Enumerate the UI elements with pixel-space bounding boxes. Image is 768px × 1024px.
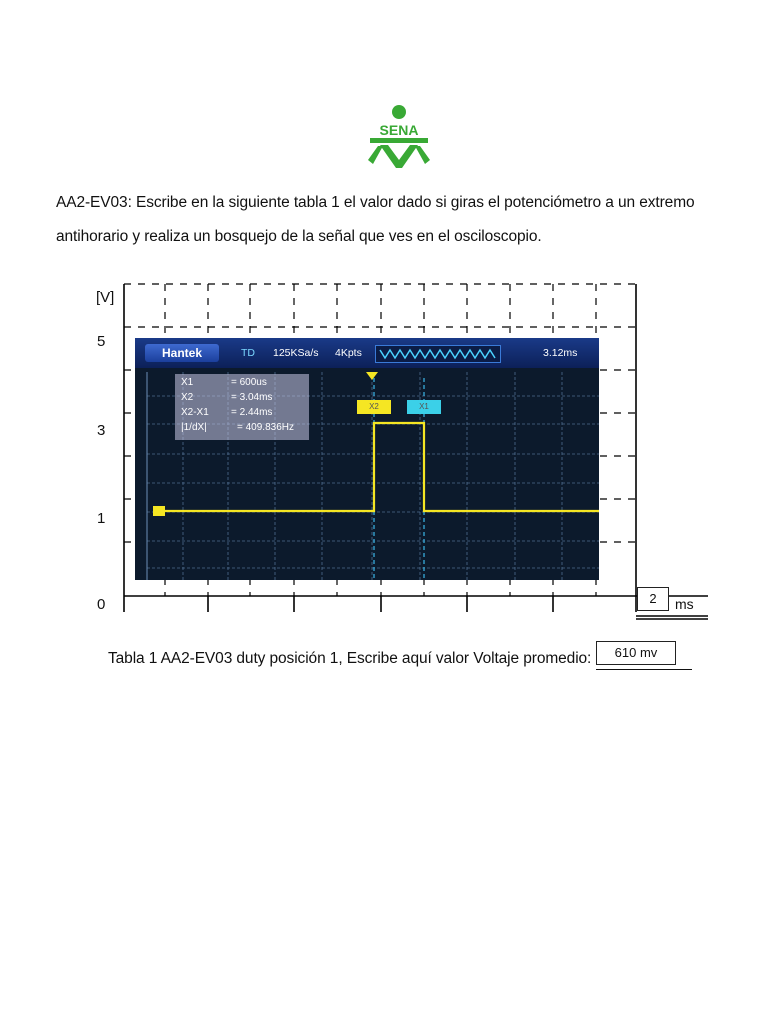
readout-value-freq: = 409.836Hz [237, 422, 294, 433]
scope-timebase: 3.12ms [543, 347, 578, 359]
y-label-1: 1 [97, 510, 106, 527]
x-division-box: 2 [637, 587, 669, 611]
cursor-x2-tag: X2 [357, 400, 391, 414]
scope-sample-rate: 125KSa/s [273, 347, 319, 359]
scope-brand: Hantek [145, 344, 219, 362]
cursor-x1-tag: X1 [407, 400, 441, 414]
y-label-5: 5 [97, 333, 106, 350]
y-axis-unit: [V] [96, 289, 115, 306]
readout-label-freq: |1/dX| [181, 422, 207, 433]
logo-text: SENA [379, 122, 419, 138]
average-voltage-answer: 610 mv [596, 641, 676, 665]
readout-label-x1: X1 [181, 377, 194, 388]
scope-mode: TD [241, 347, 255, 359]
sena-logo [362, 104, 436, 174]
scope-memory: 4Kpts [335, 347, 362, 359]
trigger-marker-icon [366, 372, 378, 380]
readout-value-dx: = 2.44ms [231, 407, 273, 418]
y-label-0: 0 [97, 596, 106, 613]
x-unit-label: ms [675, 596, 694, 612]
cursor-readout-panel [175, 374, 309, 440]
answer-underline [596, 669, 692, 670]
readout-label-x2: X2 [181, 392, 194, 403]
channel-marker-icon [153, 506, 165, 516]
readout-value-x2: = 3.04ms [231, 392, 273, 403]
instructions-text: AA2-EV03: Escribe en la siguiente tabla 1 el valor dado si giras el potenciómetro a un extremo antihorario y realiza un bosquejo de la señal que ves en el osciloscopio. [56, 194, 695, 245]
readout-label-dx: X2-X1 [181, 407, 209, 418]
oscilloscope-screen [135, 338, 599, 580]
y-label-3: 3 [97, 422, 106, 439]
readout-value-x1: = 600us [231, 377, 267, 388]
table-caption: Tabla 1 AA2-EV03 duty posición 1, Escribe aquí valor Voltaje promedio: [108, 650, 592, 667]
